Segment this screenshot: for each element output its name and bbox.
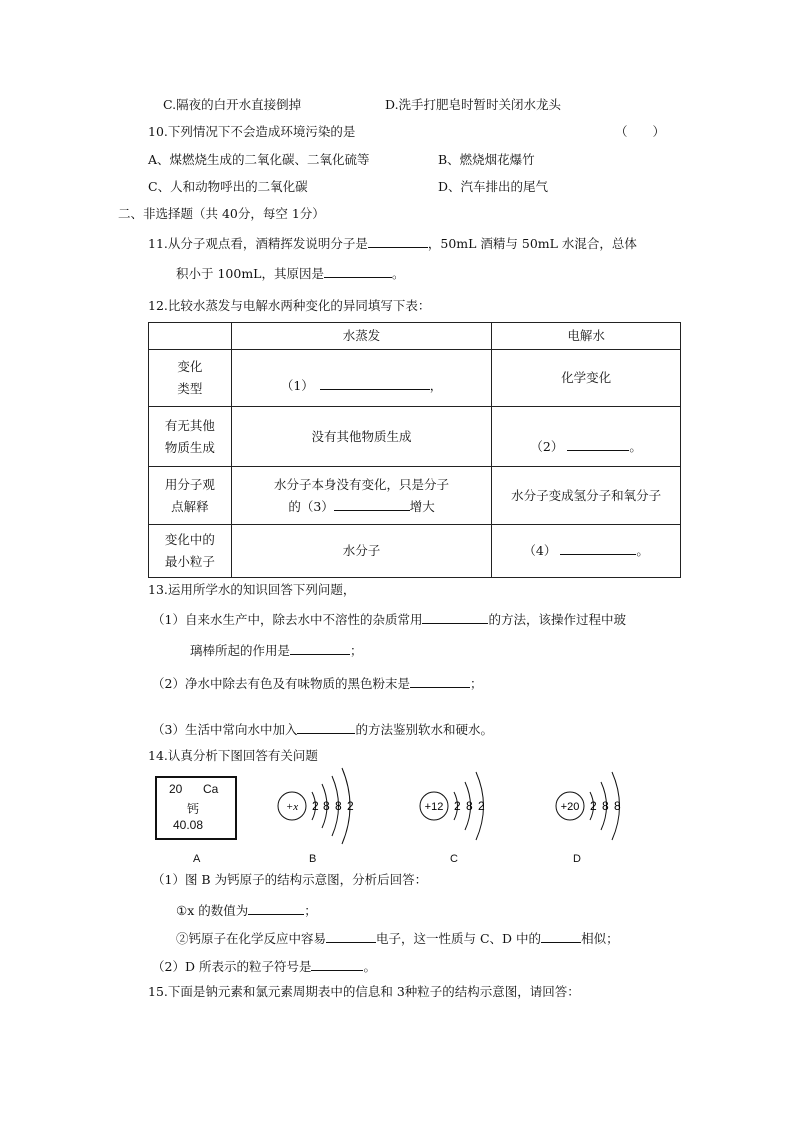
evaporation-cell: 没有其他物质生成 <box>231 407 492 467</box>
element-name: 钙 <box>187 802 200 816</box>
q14-s1b-text: ②钙原子在化学反应中容易 <box>176 931 327 946</box>
table-row <box>149 467 681 525</box>
q14-s1b-text-2: 电子，这一性质与 C、D 中的 <box>376 931 542 946</box>
q13-s2-text: （2）净水中除去有色及有味物质的黑色粉末是 <box>152 676 410 691</box>
table-row <box>149 407 681 467</box>
svg-text:2: 2 <box>590 799 597 813</box>
atomic-mass: 40.08 <box>173 818 204 832</box>
element-card <box>155 776 237 840</box>
electrolysis-cell: 水分子变成氢分子和氧分子 <box>492 467 681 525</box>
q9-option-c: C.隔夜的白开水直接倒掉 <box>163 97 302 112</box>
q10-option-d: D、汽车排出的尾气 <box>438 179 549 194</box>
q14-stem: 14.认真分析下图回答有关问题 <box>148 748 318 763</box>
q13-sub1 <box>152 610 626 628</box>
q11-text-1: 11.从分子观点看，酒精挥发说明分子是 <box>148 236 368 251</box>
table-row <box>149 350 681 407</box>
q11-line1 <box>148 234 637 252</box>
q13-sub1-cont: 璃棒所起的作用是 ； <box>190 643 363 658</box>
q14-sub1a: ①x 的数值为 ； <box>176 903 317 918</box>
row-label: 有无其他 物质生成 <box>149 407 232 467</box>
svg-text:8: 8 <box>466 799 473 813</box>
electrolysis-cell: 化学变化 <box>492 350 681 407</box>
q13-s1-text-2: 的方法，该操作过程中玻 <box>488 612 626 627</box>
comparison-table <box>148 322 681 578</box>
svg-text:8: 8 <box>614 799 621 813</box>
q11-text-2: ，50mL 酒精与 50mL 水混合，总体 <box>427 236 637 251</box>
q11-text-3: 积小于 100mL，其原因是 <box>176 266 324 281</box>
q14-s1a-text: ①x 的数值为 <box>176 903 249 918</box>
q13-blank-3[interactable] <box>410 674 470 688</box>
table-header-row <box>149 323 681 350</box>
q11-end: 。 <box>392 266 405 281</box>
table-blank-4[interactable] <box>560 541 636 555</box>
q10-stem: 10.下列情况下不会造成环境污染的是 <box>148 124 356 139</box>
q11-blank-1[interactable] <box>368 234 428 248</box>
table-header-evaporation: 水蒸发 <box>231 323 492 350</box>
electrolysis-cell: （2） 。 <box>492 407 681 467</box>
svg-text:2: 2 <box>478 799 485 813</box>
atom-diagram-b <box>262 762 372 850</box>
figure-label-c: C <box>450 853 458 865</box>
row-label: 用分子观 点解释 <box>149 467 232 525</box>
q13-blank-2[interactable] <box>290 641 350 655</box>
svg-text:2: 2 <box>454 799 461 813</box>
table-row <box>149 525 681 578</box>
q14-blank-3[interactable] <box>541 929 581 943</box>
table-blank-1[interactable] <box>320 376 430 390</box>
atom-diagram-c <box>408 762 508 850</box>
table-header-electrolysis: 电解水 <box>492 323 681 350</box>
q11-blank-2[interactable] <box>324 264 392 278</box>
q14-sub1b <box>176 929 619 947</box>
table-blank-3[interactable] <box>334 497 410 511</box>
q10-option-c: C、人和动物呼出的二氧化碳 <box>148 179 308 194</box>
nucleus-label: +12 <box>424 801 444 813</box>
evaporation-cell: 水分子 <box>231 525 492 578</box>
q14-s1b-text-3: 相似； <box>581 931 619 946</box>
q14-blank-1[interactable] <box>248 901 304 915</box>
svg-text:8: 8 <box>323 799 330 813</box>
svg-text:8: 8 <box>602 799 609 813</box>
q13-s1c-text: 璃棒所起的作用是 <box>190 643 291 658</box>
svg-text:8: 8 <box>335 799 342 813</box>
electrolysis-cell: （4） 。 <box>492 525 681 578</box>
q10-answer-bracket: （ ） <box>615 124 666 139</box>
q13-s3-text-2: 的方法鉴别软水和硬水。 <box>355 722 493 737</box>
q10-option-b: B、燃烧烟花爆竹 <box>438 152 535 167</box>
q13-sub2: （2）净水中除去有色及有味物质的黑色粉末是 ； <box>152 676 483 691</box>
q10-option-a: A、煤燃烧生成的二氧化碳、二氧化硫等 <box>148 152 370 167</box>
row-label: 变化中的 最小粒子 <box>149 525 232 578</box>
evaporation-cell: 水分子本身没有变化，只是分子 的（3） 增大 <box>231 467 492 525</box>
table-blank-2[interactable] <box>567 437 629 451</box>
svg-text:2: 2 <box>347 799 354 813</box>
q14-sub1: （1）图 B 为钙原子的结构示意图，分析后回答： <box>152 872 428 887</box>
table-header-empty <box>149 323 232 350</box>
section-title: 二、非选择题（共 40分，每空 1分） <box>118 206 325 221</box>
q9-option-d: D.洗手打肥皂时暂时关闭水龙头 <box>385 97 562 112</box>
q13-blank-4[interactable] <box>297 720 355 734</box>
q14-s2-text: （2）D 所表示的粒子符号是 <box>152 959 312 974</box>
atomic-number: 20 <box>169 782 183 796</box>
figure-label-b: B <box>309 853 317 865</box>
nucleus-label: +x <box>285 801 299 813</box>
q11-line2 <box>176 264 405 282</box>
q15-stem: 15.下面是钠元素和氯元素周期表中的信息和 3种粒子的结构示意图，请回答： <box>148 984 580 999</box>
q14-blank-2[interactable] <box>326 929 376 943</box>
figure-label-a: A <box>193 853 201 865</box>
evaporation-cell: （1） ， <box>231 350 492 407</box>
row-label: 变化 类型 <box>149 350 232 407</box>
svg-text:2: 2 <box>312 799 319 813</box>
nucleus-label: +20 <box>560 801 580 813</box>
q13-blank-1[interactable] <box>422 610 488 624</box>
figure-label-d: D <box>573 853 581 865</box>
atom-diagram-d <box>540 762 640 850</box>
q14-blank-4[interactable] <box>311 957 363 971</box>
q13-stem: 13.运用所学水的知识回答下列问题， <box>148 582 356 597</box>
element-symbol: Ca <box>203 782 219 796</box>
q13-s3-text: （3）生活中常向水中加入 <box>152 722 298 737</box>
q12-stem: 12.比较水蒸发与电解水两种变化的异同填写下表： <box>148 298 431 313</box>
q13-sub3 <box>152 720 493 738</box>
q13-s1-text: （1）自来水生产中，除去水中不溶性的杂质常用 <box>152 612 423 627</box>
q14-sub2: （2）D 所表示的粒子符号是 。 <box>152 959 376 974</box>
